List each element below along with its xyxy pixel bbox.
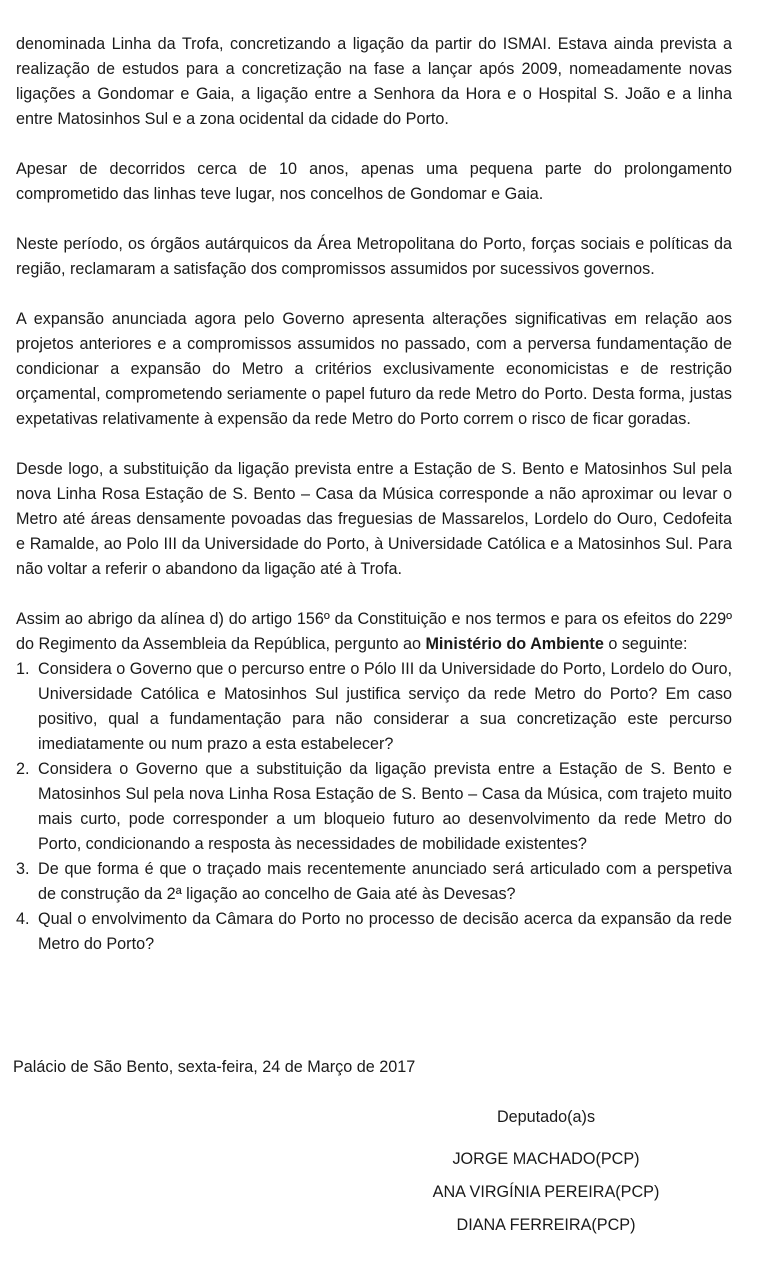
place-date: Palácio de São Bento, sexta-feira, 24 de Março de 2017 [13, 1058, 416, 1076]
list-item [16, 907, 732, 957]
question-number: 2. [16, 760, 30, 778]
paragraph-desde-logo: Desde logo, a substituição da ligação prevista entre a Estação de S. Bento e Matosinhos Sul pela nova Linha Rosa Estação de S. Bento – Casa da Música corresponde a não aproximar ou levar o Metro até áreas densamente povoadas das freguesias de Massarelos, Lordelo do Ouro, Cedofeita e Ramalde, ao Polo III da Universidade do Porto, à Universidade Católica e a Matosinhos Sul. Para não voltar a referir o abandono da ligação até à Trofa. [16, 460, 732, 578]
signer-name: DIANA FERREIRA(PCP) [456, 1216, 636, 1234]
paragraph-assim-ao-abrigo [16, 607, 732, 657]
signer-name: JORGE MACHADO(PCP) [452, 1150, 640, 1168]
paragraph-linha-trofa: denominada Linha da Trofa, concretizando a ligação da partir do ISMAI. Estava ainda prevista a realização de estudos para a concretização na fase a lançar após 2009, nomeadamente novas ligações a Gondomar e Gaia, a ligação entre a Senhora da Hora e o Hospital S. João e a linha entre Matosinhos Sul e a zona ocidental da cidade do Porto. [16, 35, 732, 128]
ministry-name: Ministério do Ambiente [425, 635, 604, 653]
closing-text-before: Assim ao abrigo da alínea d) do artigo 156º da Constituição e nos termos e para os efeitos do 229º do Regimento da Assembleia da República, pergunto ao [16, 610, 732, 653]
signer-name: ANA VIRGÍNIA PEREIRA(PCP) [432, 1183, 660, 1201]
list-item [16, 657, 732, 757]
paragraph-decorridos: Apesar de decorridos cerca de 10 anos, apenas uma pequena parte do prolongamento comprometido das linhas teve lugar, nos concelhos de Gondomar e Gaia. [16, 160, 732, 203]
closing-text-after: o seguinte: [603, 635, 688, 653]
question-text: Considera o Governo que a substituição da ligação prevista entre a Estação de S. Bento e Matosinhos Sul pela nova Linha Rosa Estação de S. Bento – Casa da Música, com trajeto muito mais curto, pode corresponder a um bloqueio futuro ao desenvolvimento da rede Metro do Porto, condicionando a resposta às necessidades de mobilidade existentes? [38, 760, 732, 853]
question-text: Qual o envolvimento da Câmara do Porto no processo de decisão acerca da expansão da rede Metro do Porto? [38, 910, 732, 953]
questions-list [16, 657, 732, 957]
question-number: 3. [16, 860, 30, 878]
question-number: 4. [16, 910, 30, 928]
list-item [16, 857, 732, 907]
signature-block [400, 1105, 692, 1246]
paragraph-neste-periodo: Neste período, os órgãos autárquicos da Área Metropolitana do Porto, forças sociais e políticas da região, reclamaram a satisfação dos compromissos assumidos por sucessivos governos. [16, 235, 732, 278]
question-text: De que forma é que o traçado mais recentemente anunciado será articulado com a perspetiva de construção da 2ª ligação ao concelho de Gaia até às Devesas? [38, 860, 732, 903]
paragraph-expansao-anunciada: A expansão anunciada agora pelo Governo apresenta alterações significativas em relação aos projetos anteriores e a compromissos assumidos no passado, com a perversa fundamentação de condicionar a expansão do Metro a critérios exclusivamente economicistas e de restrição orçamental, comprometendo seriamente o papel futuro da rede Metro do Porto. Desta forma, justas expetativas relativamente à expensão da rede Metro do Porto correm o risco de ficar goradas. [16, 310, 732, 428]
question-number: 1. [16, 660, 30, 678]
question-text: Considera o Governo que o percurso entre o Pólo III da Universidade do Porto, Lordelo do Ouro, Universidade Católica e Matosinhos Sul justifica serviço da rede Metro do Porto? Em caso positivo, qual a fundamentação para não considerar a sua concretização este percurso imediatamente ou num prazo a esta estabelecer? [38, 660, 732, 753]
list-item [16, 757, 732, 857]
document-body [16, 32, 732, 957]
signers-role: Deputado(a)s [496, 1108, 596, 1126]
